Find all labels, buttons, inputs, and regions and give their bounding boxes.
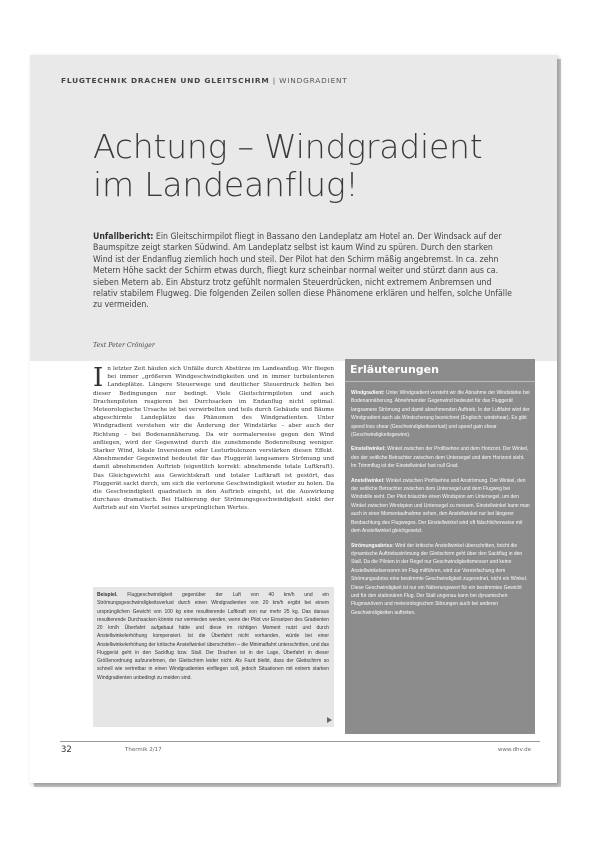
glossary-item <box>351 542 531 618</box>
magazine-page <box>30 55 557 783</box>
magazine-issue: Thermik 2/17 <box>125 747 162 753</box>
glossary-definition: Wird der kritische Anstellwinkel überschritten, bricht die dynamische Auftriebsströmung der Gleitschirm geht über den Sackflug in den Stall. Da die Piloten in der Regel nur Geschwindigkeitsmesser und keine Anstellwinkelsensoren im Flug mitführen, wird zur Vereinfachung dem Strömungsabriss eine bestimmte Geschwindigkeit zugeordnet, nicht ein Winkel. Diese Geschwindigkeit ist nur ein Näherungswert für ein bestimmtes Gewicht und für den stationären Flug. Der Stall ungenau kann bei dynamischen Flugmanövern und meteorologischen Störungen auch bei anderen Geschwindigkeiten auftreten. <box>351 542 528 616</box>
header-band <box>30 55 557 361</box>
example-box <box>93 587 334 727</box>
glossary-definition: Winkel zwischen der Profilsehne und dem Horizont. Der Winkel, den der seitliche Betrachter zwischen dem Untersegel und dem Horizont sieht. Im Trimmflug ist der Einstellwinkel fast null Grad. <box>351 446 529 470</box>
sidebar-title: Erläuterungen <box>350 363 439 376</box>
section-label <box>61 76 348 85</box>
glossary-sidebar <box>345 359 535 734</box>
section-topic: WINDGRADIENT <box>279 76 348 85</box>
footer-divider <box>60 741 540 742</box>
article-title <box>93 128 533 204</box>
glossary-item <box>351 477 531 536</box>
example-label: Beispiel. <box>97 592 118 598</box>
glossary-term: Einstellwinkel: <box>351 446 386 453</box>
glossary-definition: Winkel zwischen Profilsehne und Anströmung. Der Winkel, den der seitliche Betrachter zwischen dem Untersegel und dem Flugweg bei Windstille sieht. Der Pilot bräuchte einen Windspion am Untersegel, um den Winkel zwischen Windspion und Untersegel zu messen. Einstellwinkel kann man auch in einer Momentaufnahme sehen, den Anstellwinkel nur bei längerer Beobachtung des Flugweges. Der Einstellwinkel wird oft fälschlicherweise mit dem Anstellwinkel gleichgesetzt. <box>351 477 530 535</box>
glossary-item <box>351 445 531 470</box>
lead-text: Ein Gleitschirmpilot fliegt in Bassano den Landeplatz am Hotel an. Der Windsack auf der Baumspitze zeigt starken Südwind. Am Landeplatz selbst ist kaum Wind zu spüren. Durch den starken Wind ist der Endanflug ziemlich hoch und steil. Der Pilot hat den Schirm mäßig angebremst. In ca. zehn Metern Höhe sackt der Schirm etwas durch, fliegt kurz scheinbar normal weiter und stürzt dann aus ca. sieben Metern ab. Ein Absturz trotz gefühlt normalen Steuerdrücken, nicht extremem Anbremsen und relativ stabilem Flugweg. Die folgenden Zeilen sollen diese Phänomene erklären und helfen, solche Unfälle zu vermeiden. <box>93 232 512 311</box>
title-line-2: im Landeanflug! <box>93 165 359 204</box>
body-paragraph: n letzter Zeit häufen sich Unfälle durch Abstürze im Landeanflug. Wir fliegen bei immer „größeren Windgeschwindigkeiten und in immer turbulenteren Landeplätze. Längere Steuerwege und deutlicher Steuerdruck helfen bei dieser Bedingungen nur bedingt. Viele Gleitschirmpiloten und auch Drachenpiloten reagieren bei Durchsacken im Endanflug nicht optimal. Meteorologische Ursache ist bei verwirbelten und teils durch Gebäude und Bäume abgeschirmte Landeplätze das Phänomen des Windgradienten. Unter Windgradient verstehen wir die Änderung der Windstärke – aber auch der Richtung – bei Bodenannäherung. Da wir normalerweise gegen den Wind anfliegen, wird der Gegenwind durch die zunehmende Bodenreibung weniger. Starker Wind, lokale Inversionen oder Leeturbulenzen verstärken diesen Effekt. Abnehmender Gegenwind bedeutet für das Fluggerät langsamere Strömung und damit abnehmenden Auftrieb (eigentlich korrekt: abnehmende totale Luftkraft). Das Gleichgewicht aus Gewichtskraft und totaler Luftkraft ist gestört, das Fluggerät sackt durch, um sich die verlorene Geschwindigkeit wieder zu holen. Da die Geschwindigkeit quadratisch in den Auftrieb eingeht, ist die Auswirkung durchaus dramatisch. Bei Halbierung der Strömungsgeschwindigkeit sinkt der Auftrieb auf ein Viertel seines ursprünglichen Wertes. <box>93 366 334 512</box>
section-separator: | <box>269 76 280 85</box>
glossary-term: Windgradient: <box>351 390 385 396</box>
drop-cap: I <box>93 363 104 393</box>
glossary-term: Strömungsabriss: <box>351 542 394 549</box>
glossary-item <box>351 389 531 439</box>
glossary-term: Anstellwinkel: <box>351 477 385 484</box>
lead-paragraph <box>93 232 513 312</box>
author-credit: Text Peter Cröniger <box>93 342 155 349</box>
page-number: 32 <box>61 745 72 755</box>
continue-arrow-icon <box>327 717 332 723</box>
body-text <box>93 365 334 513</box>
example-text <box>97 591 329 682</box>
glossary-definition: Unter Windgradient versteht wir die Abnahme der Windstärke bei Bodenannäherung. Abnehmender Gegenwind bedeutet für das Fluggerät langsamere Strömung und damit abnehmenden Auftrieb. In der Luftfahrt wird der Windgradient auch als Windscherung bezeichnet (Englisch: windshear). Es gibt speed loss shear (Geschwindigkeitsverlust) und speed gain shear (Geschwindigkeitsgewinn). <box>351 390 530 439</box>
website-url: www.dhv.de <box>497 747 531 753</box>
section-name: FLUGTECHNIK DRACHEN UND GLEITSCHIRM <box>61 76 270 85</box>
lead-label: Unfallbericht: <box>93 232 154 242</box>
title-line-1: Achtung – Windgradient <box>93 127 483 166</box>
example-body: Fluggeschwindigkeit gegenüber der Luft von 40 km/h und ein Strömungsgeschwindigkeitsverlust durch einen Windgradienten von 20 km/h ergibt bei einem ursprünglichen Gewicht von 100 kg eine resultierende Luftkraft von nur mehr 25 kg. Das daraus resultierende Durchsacken könnte nur vermieden werden, wenn der Pilot vor Einsetzen des Gradienten 20 km/h Überfahrt aufgebaut hätte und diese im richtigen Moment nutzt und durch Anstellwinkelerhöhung kompensiert. Ist die Überfahrt nicht vorhanden, würde bei einer Anstellwinkelerhöhung der kritische Anstellwinkel überschritten – die Minimalfahrt unterschritten, und das Fluggerät geht in den Sackflug bzw. Stall. Der Drachen ist in der Lage, Überfahrt in dieser Größenordnung aufzunehmen, der Gleitschirm leider nicht. Als Fazit bleibt, dass der Gleitschirm so schnell wie vertretbar in einen Windgradienten einfliegen soll, jedoch Situationen mit extrem starken Windgradienten unbedingt zu meiden sind. <box>97 592 329 681</box>
sidebar-divider <box>345 381 535 382</box>
sidebar-body <box>351 389 531 623</box>
